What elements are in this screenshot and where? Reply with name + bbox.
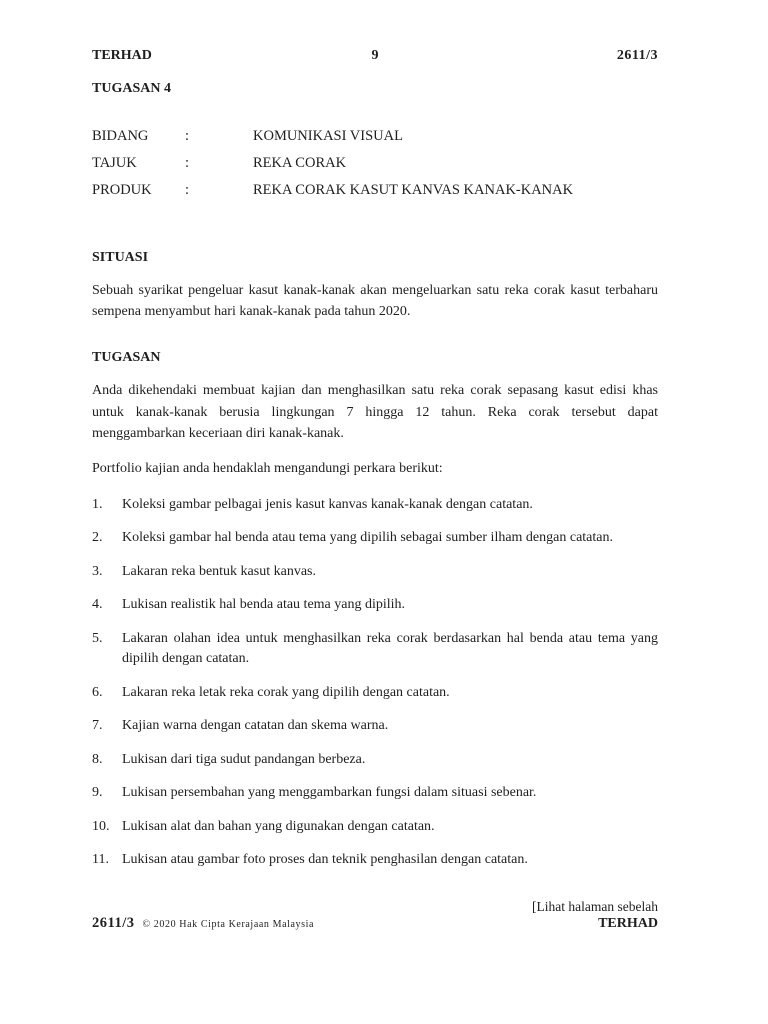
header-page-number: 9 bbox=[371, 48, 379, 63]
list-item-text: Lukisan persembahan yang menggambarkan fungsi dalam situasi sebenar. bbox=[122, 785, 537, 800]
footer-copyright: © 2020 Hak Cipta Kerajaan Malaysia bbox=[142, 919, 315, 930]
list-item bbox=[92, 783, 658, 804]
header-paper-code: 2611/3 bbox=[616, 48, 659, 63]
meta-row-bidang bbox=[92, 123, 658, 150]
list-item bbox=[92, 750, 658, 771]
meta-row-produk bbox=[92, 177, 658, 204]
list-item bbox=[92, 629, 658, 670]
list-item bbox=[92, 817, 658, 838]
list-item bbox=[92, 716, 658, 737]
list-item-text: Kajian warna dengan catatan dan skema warna. bbox=[122, 718, 389, 733]
list-item bbox=[92, 683, 658, 704]
list-item-text: Lukisan atau gambar foto proses dan teknik penghasilan dengan catatan. bbox=[122, 852, 528, 867]
list-item-number: 10. bbox=[92, 818, 110, 834]
list-item-text: Koleksi gambar pelbagai jenis kasut kanvas kanak-kanak dengan catatan. bbox=[122, 496, 533, 512]
list-item-number: 8. bbox=[92, 751, 103, 767]
portfolio-intro: Portfolio kajian anda hendaklah mengandungi perkara berikut: bbox=[92, 460, 443, 476]
page-footer bbox=[92, 898, 658, 933]
footer-left bbox=[92, 915, 314, 933]
meta-separator: : bbox=[185, 182, 190, 198]
meta-separator: : bbox=[185, 128, 190, 144]
list-item bbox=[92, 562, 658, 583]
tugasan-heading: TUGASAN bbox=[92, 350, 161, 365]
meta-label: BIDANG bbox=[92, 128, 149, 144]
list-item bbox=[92, 595, 658, 616]
list-item-text: Lukisan alat dan bahan yang digunakan dengan catatan. bbox=[122, 818, 435, 834]
list-item-number: 4. bbox=[92, 597, 103, 612]
meta-separator: : bbox=[185, 155, 190, 171]
page-header bbox=[92, 48, 658, 64]
list-item-number: 1. bbox=[92, 496, 103, 512]
list-item-text: Lakaran reka letak reka corak yang dipilih dengan catatan. bbox=[122, 684, 450, 700]
footer-classification: TERHAD bbox=[598, 916, 658, 931]
tugasan-body: Anda dikehendaki membuat kajian dan menghasilkan satu reka corak sepasang kasut edisi khas untuk kanak-kanak berusia lingkungan 7 hingga 12 tahun. Reka corak tersebut dapat menggambarkan keceriaan diri kanak-kanak. bbox=[92, 383, 658, 441]
task-title: TUGASAN 4 bbox=[92, 81, 171, 96]
list-item-number: 7. bbox=[92, 718, 103, 733]
list-item-text: Koleksi gambar hal benda atau tema yang dipilih sebagai sumber ilham dengan catatan. bbox=[122, 530, 613, 545]
footer-right bbox=[532, 898, 658, 933]
meta-value: REKA CORAK KASUT KANVAS KANAK-KANAK bbox=[253, 182, 574, 198]
list-item-number: 11. bbox=[92, 852, 109, 867]
list-item bbox=[92, 528, 658, 549]
meta-label: PRODUK bbox=[92, 182, 152, 198]
situasi-body: Sebuah syarikat pengeluar kasut kanak-kanak akan mengeluarkan satu reka corak kasut terbaharu sempena menyambut hari kanak-kanak pada tahun 2020. bbox=[92, 283, 658, 319]
list-item-text: Lukisan dari tiga sudut pandangan berbeza. bbox=[122, 751, 366, 767]
footer-paper-code: 2611/3 bbox=[92, 915, 135, 931]
list-item-number: 2. bbox=[92, 530, 103, 545]
list-item-number: 3. bbox=[92, 563, 103, 579]
meta-value: REKA CORAK bbox=[253, 155, 347, 171]
situasi-heading: SITUASI bbox=[92, 250, 149, 265]
list-item-number: 5. bbox=[92, 630, 103, 646]
list-item bbox=[92, 850, 658, 871]
meta-row-tajuk bbox=[92, 150, 658, 177]
list-item bbox=[92, 495, 658, 516]
list-item-number: 6. bbox=[92, 684, 103, 700]
footer-turn-note: [Lihat halaman sebelah bbox=[532, 899, 658, 914]
meta-table bbox=[92, 123, 658, 204]
meta-label: TAJUK bbox=[92, 155, 137, 171]
list-item-text: Lukisan realistik hal benda atau tema yang dipilih. bbox=[122, 597, 406, 612]
list-item-text: Lakaran reka bentuk kasut kanvas. bbox=[122, 563, 316, 579]
page-content bbox=[92, 48, 658, 884]
requirements-list bbox=[92, 495, 658, 871]
list-item-text: Lakaran olahan idea untuk menghasilkan reka corak berdasarkan hal benda atau tema yang dipilih dengan catatan. bbox=[122, 630, 658, 666]
header-classification: TERHAD bbox=[92, 48, 152, 63]
list-item-number: 9. bbox=[92, 785, 103, 800]
meta-value: KOMUNIKASI VISUAL bbox=[253, 128, 403, 144]
